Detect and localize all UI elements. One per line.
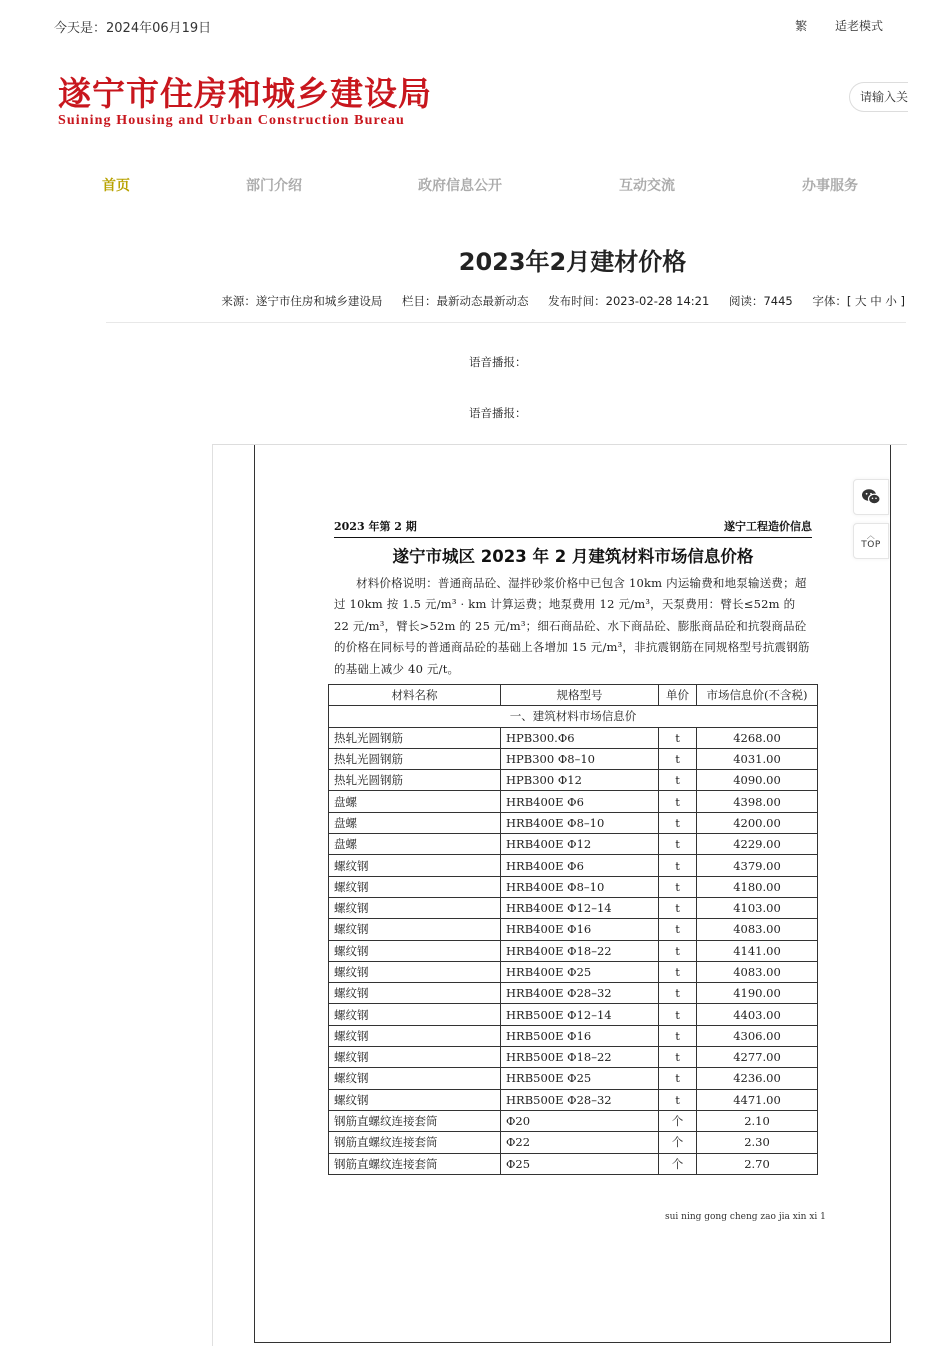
back-to-top-button[interactable] [853,523,889,559]
document-footer: sui ning gong cheng zao jia xin xi 1 [665,1212,826,1222]
traditional-chinese-toggle[interactable]: 繁 [795,19,808,33]
table-row [329,1110,818,1131]
publication-name: 遂宁工程造价信息 [724,520,812,533]
logo-chinese-name: 遂宁市住房和城乡建设局 [58,74,432,113]
cell-spec: HRB500E Φ18–22 [501,1047,659,1068]
table-row [329,812,818,833]
cell-price: 4031.00 [697,748,818,769]
issue-number: 2023 年第 2 期 [334,520,417,533]
cell-spec: Φ20 [501,1110,659,1131]
table-row [329,897,818,918]
font-small-button[interactable]: 小 [885,294,897,308]
price-table [328,684,818,1175]
voice-broadcast-label[interactable]: 语音播报： [469,355,527,369]
logo-english-name: Suining Housing and Urban Construction Bureau [58,113,405,128]
font-size-label: 字体： [812,294,847,308]
cell-material-name: 钢筋直螺纹连接套筒 [329,1132,501,1153]
table-row [329,727,818,748]
cell-unit: 个 [659,1132,697,1153]
nav-home[interactable]: 首页 [102,178,130,194]
cell-material-name: 螺纹钢 [329,961,501,982]
table-row [329,1047,818,1068]
wechat-icon [861,488,881,506]
cell-price: 4403.00 [697,1004,818,1025]
document-image-frame [212,444,907,1346]
cell-spec: Φ22 [501,1132,659,1153]
cell-material-name: 螺纹钢 [329,940,501,961]
font-medium-button[interactable]: 中 [870,294,882,308]
cell-price: 2.70 [697,1153,818,1174]
cell-material-name: 螺纹钢 [329,983,501,1004]
section-title: 一、建筑材料市场信息价 [329,706,818,727]
cell-spec: HRB400E Φ8–10 [501,876,659,897]
date-label: 发布时间： [548,294,606,308]
nav-interaction[interactable]: 互动交流 [619,178,675,194]
cell-unit: 个 [659,1153,697,1174]
table-row [329,1004,818,1025]
cell-spec: HPB300.Φ6 [501,727,659,748]
cell-spec: HRB500E Φ25 [501,1068,659,1089]
top-label: TOP [861,540,881,550]
cell-unit: t [659,1089,697,1110]
font-bracket-open: [ [846,294,856,308]
nav-department-intro[interactable]: 部门介绍 [246,178,302,194]
font-bracket-close: ] [896,294,905,308]
cell-unit: t [659,1025,697,1046]
table-row [329,983,818,1004]
cell-material-name: 盘螺 [329,834,501,855]
cell-price: 4379.00 [697,855,818,876]
table-row [329,1132,818,1153]
cell-material-name: 热轧光圆钢筋 [329,727,501,748]
cell-spec: HRB400E Φ16 [501,919,659,940]
cell-material-name: 螺纹钢 [329,1047,501,1068]
cell-spec: HRB400E Φ6 [501,855,659,876]
cell-unit: t [659,897,697,918]
table-row [329,1068,818,1089]
cell-spec: HRB400E Φ25 [501,961,659,982]
cell-unit: t [659,855,697,876]
cell-material-name: 螺纹钢 [329,1068,501,1089]
cell-unit: t [659,1068,697,1089]
table-row [329,834,818,855]
article-meta [221,293,905,309]
cell-price: 4236.00 [697,1068,818,1089]
cell-price: 4277.00 [697,1047,818,1068]
table-row [329,961,818,982]
cell-spec: HRB500E Φ12–14 [501,1004,659,1025]
cell-spec: HRB400E Φ8–10 [501,812,659,833]
cell-spec: HRB400E Φ12–14 [501,897,659,918]
cell-material-name: 热轧光圆钢筋 [329,748,501,769]
cell-spec: Φ25 [501,1153,659,1174]
cell-price: 4083.00 [697,919,818,940]
cell-unit: t [659,983,697,1004]
cell-spec: HRB400E Φ28–32 [501,983,659,1004]
table-row [329,770,818,791]
search-box [849,82,908,112]
cell-unit: 个 [659,1110,697,1131]
cell-price: 4200.00 [697,812,818,833]
search-input[interactable] [850,83,908,111]
header-material-name: 材料名称 [329,685,501,706]
main-nav [0,175,950,195]
table-row [329,791,818,812]
cell-material-name: 螺纹钢 [329,919,501,940]
column-label: 栏目： [401,294,437,308]
cell-price: 4190.00 [697,983,818,1004]
cell-price: 4103.00 [697,897,818,918]
cell-unit: t [659,812,697,833]
cell-unit: t [659,791,697,812]
cell-unit: t [659,919,697,940]
cell-material-name: 螺纹钢 [329,855,501,876]
cell-material-name: 螺纹钢 [329,1025,501,1046]
cell-spec: HPB300 Φ12 [501,770,659,791]
source-value: 遂宁市住房和城乡建设局 [255,294,383,308]
table-row [329,1025,818,1046]
table-row [329,1153,818,1174]
source-label: 来源： [221,294,256,308]
cell-unit: t [659,961,697,982]
table-row [329,919,818,940]
cell-unit: t [659,1004,697,1025]
current-date: 今天是：2024年06月19日 [54,21,212,36]
table-row [329,876,818,897]
column-value: 最新动态最新动态 [436,294,529,308]
nav-services[interactable]: 办事服务 [802,178,858,194]
cell-spec: HRB400E Φ18–22 [501,940,659,961]
cell-spec: HRB500E Φ16 [501,1025,659,1046]
views-count: 7445 [763,294,793,308]
cell-spec: HRB400E Φ6 [501,791,659,812]
table-row [329,1089,818,1110]
table-row [329,940,818,961]
voice-broadcast-label-2[interactable]: 语音播报： [469,406,527,420]
wechat-share-button[interactable] [853,479,889,515]
header-unit: 单价 [659,685,697,706]
cell-spec: HRB400E Φ12 [501,834,659,855]
cell-price: 4141.00 [697,940,818,961]
cell-material-name: 螺纹钢 [329,876,501,897]
site-logo[interactable] [58,74,432,129]
document-page [254,445,891,1343]
cell-unit: t [659,727,697,748]
table-header-row [329,685,818,706]
topbar-links [771,17,883,34]
cell-price: 4083.00 [697,961,818,982]
table-section-row [329,706,818,727]
cell-material-name: 螺纹钢 [329,1089,501,1110]
table-row [329,748,818,769]
header-spec: 规格型号 [501,685,659,706]
cell-unit: t [659,748,697,769]
cell-material-name: 盘螺 [329,812,501,833]
cell-material-name: 热轧光圆钢筋 [329,770,501,791]
cell-price: 4229.00 [697,834,818,855]
cell-material-name: 钢筋直螺纹连接套筒 [329,1153,501,1174]
cell-price: 4090.00 [697,770,818,791]
cell-price: 4398.00 [697,791,818,812]
cell-material-name: 螺纹钢 [329,897,501,918]
header-price: 市场信息价(不含税) [697,685,818,706]
cell-unit: t [659,940,697,961]
cell-material-name: 钢筋直螺纹连接套筒 [329,1110,501,1131]
cell-unit: t [659,1047,697,1068]
views-label: 阅读： [728,294,764,308]
cell-spec: HRB500E Φ28–32 [501,1089,659,1110]
cell-price: 2.10 [697,1110,818,1131]
font-large-button[interactable]: 大 [855,294,867,308]
article-title: 2023年2月建材价格 [458,248,687,276]
cell-price: 4306.00 [697,1025,818,1046]
cell-material-name: 盘螺 [329,791,501,812]
publish-date: 2023-02-28 14:21 [605,294,710,308]
cell-unit: t [659,770,697,791]
cell-price: 2.30 [697,1132,818,1153]
nav-government-info[interactable]: 政府信息公开 [418,178,502,194]
elderly-mode-link[interactable]: 适老模式 [834,19,883,33]
table-row [329,855,818,876]
chevron-up-icon: ︿ [866,531,876,540]
cell-price: 4268.00 [697,727,818,748]
cell-unit: t [659,876,697,897]
cell-unit: t [659,834,697,855]
meta-divider [106,322,906,323]
document-header [334,518,812,538]
cell-spec: HPB300 Φ8–10 [501,748,659,769]
document-title: 遂宁市城区 2023 年 2 月建筑材料市场信息价格 [392,547,754,566]
price-notes: 材料价格说明：普通商品砼、湿拌砂浆价格中已包含 10km 内运输费和地泵输送费；超过 10km 按 1.5 元/m³ · km 计算运费；地泵费用 12 元/m³，天泵费用：臂长≤52m 的 22 元/m³，臂长>52m 的 25 元/m³；细石商品砼、水下商品砼、膨胀商品砼和抗裂商品砼的价格在同标号的普通商品砼的基础上各增加 15 元/m³，非抗震钢筋在同规格型号抗震钢筋的基础上减少 40 元/t。 [334,576,810,676]
cell-price: 4471.00 [697,1089,818,1110]
cell-material-name: 螺纹钢 [329,1004,501,1025]
cell-price: 4180.00 [697,876,818,897]
